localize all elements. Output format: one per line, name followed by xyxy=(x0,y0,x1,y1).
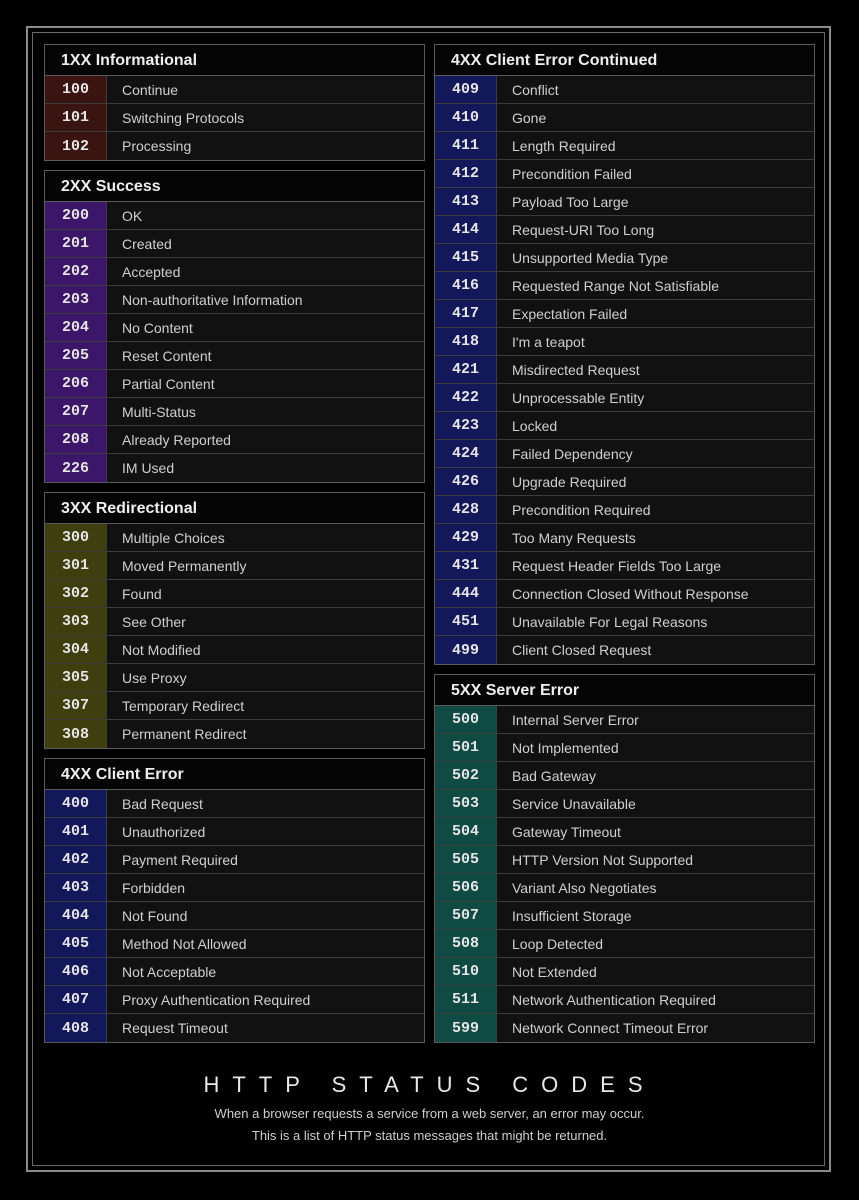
status-code: 303 xyxy=(45,608,107,635)
status-label: Moved Permanently xyxy=(122,557,247,574)
status-label: Request-URI Too Long xyxy=(512,221,655,238)
status-code: 500 xyxy=(435,706,497,733)
section-5xx xyxy=(434,674,815,1043)
status-code: 444 xyxy=(435,580,497,607)
status-label: Partial Content xyxy=(122,375,215,392)
status-code: 406 xyxy=(45,958,107,985)
status-label: Continue xyxy=(122,81,179,98)
status-label: Conflict xyxy=(512,81,559,98)
status-label: Request Header Fields Too Large xyxy=(512,557,722,574)
status-label: Payload Too Large xyxy=(512,193,629,210)
table-row xyxy=(435,762,814,790)
table-row xyxy=(435,734,814,762)
table-row xyxy=(435,636,814,664)
status-code: 300 xyxy=(45,524,107,551)
status-label: I'm a teapot xyxy=(512,333,585,350)
status-code: 204 xyxy=(45,314,107,341)
status-label: Found xyxy=(122,585,162,602)
status-label: Temporary Redirect xyxy=(122,697,245,714)
status-code: 503 xyxy=(435,790,497,817)
status-label: Network Authentication Required xyxy=(512,991,716,1008)
status-code: 423 xyxy=(435,412,497,439)
table-row xyxy=(435,300,814,328)
status-code: 417 xyxy=(435,300,497,327)
table-row xyxy=(435,958,814,986)
status-label: Permanent Redirect xyxy=(122,726,247,742)
status-label: Gone xyxy=(512,109,547,126)
status-code: 429 xyxy=(435,524,497,551)
status-code: 415 xyxy=(435,244,497,271)
status-list xyxy=(45,202,424,482)
status-label: Bad Gateway xyxy=(512,767,597,784)
status-code: 411 xyxy=(435,132,497,159)
status-label: Not Found xyxy=(122,907,188,924)
status-label: Not Modified xyxy=(122,641,201,658)
table-row xyxy=(435,552,814,580)
status-label: HTTP Version Not Supported xyxy=(512,851,694,868)
status-label: Upgrade Required xyxy=(512,473,627,490)
status-code: 101 xyxy=(45,104,107,131)
section-2xx xyxy=(44,170,425,483)
status-list xyxy=(45,524,424,748)
section-title: 3XX Redirectional xyxy=(45,493,424,524)
status-code: 404 xyxy=(45,902,107,929)
status-label: Network Connect Timeout Error xyxy=(512,1020,709,1036)
status-code: 200 xyxy=(45,202,107,229)
section-4xx-continued xyxy=(434,44,815,665)
status-label: Failed Dependency xyxy=(512,445,633,462)
status-code: 305 xyxy=(45,664,107,691)
table-row xyxy=(45,1014,424,1042)
status-code: 505 xyxy=(435,846,497,873)
status-code: 501 xyxy=(435,734,497,761)
status-code: 408 xyxy=(45,1014,107,1042)
status-label: Unprocessable Entity xyxy=(512,389,645,406)
table-row xyxy=(45,930,424,958)
status-code: 422 xyxy=(435,384,497,411)
table-row xyxy=(45,720,424,748)
status-code: 409 xyxy=(435,76,497,103)
status-list xyxy=(435,76,814,664)
status-label: Multiple Choices xyxy=(122,529,225,546)
section-title: 1XX Informational xyxy=(45,45,424,76)
table-row xyxy=(45,818,424,846)
description-line-2: This is a list of HTTP status messages that might be returned. xyxy=(251,1128,608,1143)
table-row xyxy=(435,790,814,818)
status-code: 400 xyxy=(45,790,107,817)
table-row xyxy=(435,846,814,874)
table-row xyxy=(45,202,424,230)
status-code: 428 xyxy=(435,496,497,523)
status-label: Unavailable For Legal Reasons xyxy=(512,613,708,630)
status-label: No Content xyxy=(122,319,193,336)
table-row xyxy=(45,552,424,580)
status-code: 510 xyxy=(435,958,497,985)
status-code: 301 xyxy=(45,552,107,579)
table-row xyxy=(435,986,814,1014)
status-code: 416 xyxy=(435,272,497,299)
status-code: 403 xyxy=(45,874,107,901)
status-label: Forbidden xyxy=(122,879,186,896)
status-label: Request Timeout xyxy=(122,1020,228,1036)
status-code: 599 xyxy=(435,1014,497,1042)
table-row xyxy=(45,846,424,874)
status-label: Not Acceptable xyxy=(122,963,217,980)
status-label: Loop Detected xyxy=(512,935,604,952)
status-label: Precondition Failed xyxy=(512,165,632,182)
table-row xyxy=(45,790,424,818)
status-code: 421 xyxy=(435,356,497,383)
status-label: Expectation Failed xyxy=(512,305,628,322)
section-title: 4XX Client Error xyxy=(45,759,424,790)
status-label: Variant Also Negotiates xyxy=(512,879,657,896)
status-label: Accepted xyxy=(122,263,181,280)
table-row xyxy=(435,440,814,468)
table-row xyxy=(45,426,424,454)
status-label: Not Extended xyxy=(512,963,597,980)
table-row xyxy=(45,524,424,552)
status-label: Method Not Allowed xyxy=(122,935,247,952)
status-code: 506 xyxy=(435,874,497,901)
status-code: 208 xyxy=(45,426,107,453)
table-row xyxy=(45,580,424,608)
table-row xyxy=(435,874,814,902)
status-label: Processing xyxy=(122,138,192,154)
status-code: 100 xyxy=(45,76,107,103)
table-row xyxy=(435,132,814,160)
table-row xyxy=(435,496,814,524)
status-label: Reset Content xyxy=(122,347,212,364)
table-row xyxy=(435,244,814,272)
table-row xyxy=(435,902,814,930)
status-label: Proxy Authentication Required xyxy=(122,991,311,1008)
section-title: 2XX Success xyxy=(45,171,424,202)
status-label: Requested Range Not Satisfiable xyxy=(512,277,720,294)
table-row xyxy=(435,524,814,552)
table-row xyxy=(45,692,424,720)
status-label: Insufficient Storage xyxy=(512,907,632,924)
table-row xyxy=(435,384,814,412)
status-code: 302 xyxy=(45,580,107,607)
table-row xyxy=(435,356,814,384)
table-row xyxy=(45,398,424,426)
table-row xyxy=(45,258,424,286)
table-row xyxy=(45,76,424,104)
table-row xyxy=(45,874,424,902)
status-code: 401 xyxy=(45,818,107,845)
table-row xyxy=(435,580,814,608)
status-list xyxy=(435,706,814,1042)
table-row xyxy=(435,930,814,958)
status-label: OK xyxy=(122,207,143,224)
description-line-1: When a browser requests a service from a web server, an error may occur. xyxy=(214,1106,645,1121)
status-code: 410 xyxy=(435,104,497,131)
table-row xyxy=(435,104,814,132)
table-row xyxy=(435,608,814,636)
status-code: 206 xyxy=(45,370,107,397)
status-label: Unauthorized xyxy=(122,823,206,840)
table-row xyxy=(45,664,424,692)
table-row xyxy=(435,818,814,846)
table-row xyxy=(45,454,424,482)
table-row xyxy=(435,1014,814,1042)
status-list xyxy=(45,76,424,160)
section-title: 4XX Client Error Continued xyxy=(435,45,814,76)
status-code: 304 xyxy=(45,636,107,663)
status-label: Use Proxy xyxy=(122,669,187,686)
status-label: Unsupported Media Type xyxy=(512,249,669,266)
table-row xyxy=(45,286,424,314)
status-label: Multi-Status xyxy=(122,403,196,420)
section-4xx xyxy=(44,758,425,1043)
status-code: 424 xyxy=(435,440,497,467)
table-row xyxy=(435,468,814,496)
table-row xyxy=(45,104,424,132)
status-code: 502 xyxy=(435,762,497,789)
status-label: Length Required xyxy=(512,137,616,154)
status-label: Internal Server Error xyxy=(512,711,639,728)
status-code: 202 xyxy=(45,258,107,285)
status-code: 308 xyxy=(45,720,107,748)
status-label: Misdirected Request xyxy=(512,361,640,378)
status-code: 431 xyxy=(435,552,497,579)
right-column xyxy=(434,44,815,1052)
status-label: Created xyxy=(122,235,172,252)
status-code: 307 xyxy=(45,692,107,719)
table-row xyxy=(435,76,814,104)
table-row xyxy=(45,230,424,258)
table-row xyxy=(45,902,424,930)
status-label: Service Unavailable xyxy=(512,795,636,812)
table-row xyxy=(435,412,814,440)
table-row xyxy=(45,370,424,398)
status-label: IM Used xyxy=(122,460,175,476)
status-code: 508 xyxy=(435,930,497,957)
status-label: Client Closed Request xyxy=(512,642,652,658)
status-code: 205 xyxy=(45,342,107,369)
table-row xyxy=(45,958,424,986)
status-label: See Other xyxy=(122,613,186,630)
status-code: 418 xyxy=(435,328,497,355)
status-code: 499 xyxy=(435,636,497,664)
table-row xyxy=(435,188,814,216)
table-row xyxy=(435,216,814,244)
status-label: Bad Request xyxy=(122,795,203,812)
left-column xyxy=(44,44,425,1052)
status-code: 413 xyxy=(435,188,497,215)
status-label: Gateway Timeout xyxy=(512,823,621,840)
status-code: 407 xyxy=(45,986,107,1013)
status-label: Not Implemented xyxy=(512,739,619,756)
status-code: 201 xyxy=(45,230,107,257)
status-label: Locked xyxy=(512,417,558,434)
status-code: 414 xyxy=(435,216,497,243)
table-row xyxy=(435,272,814,300)
status-code: 426 xyxy=(435,468,497,495)
table-row xyxy=(45,132,424,160)
status-label: Payment Required xyxy=(122,851,238,868)
status-label: Already Reported xyxy=(122,431,231,448)
status-code: 203 xyxy=(45,286,107,313)
status-code: 511 xyxy=(435,986,497,1013)
status-code: 226 xyxy=(45,454,107,482)
table-row xyxy=(435,160,814,188)
table-row xyxy=(45,986,424,1014)
section-3xx xyxy=(44,492,425,749)
table-row xyxy=(45,342,424,370)
status-label: Connection Closed Without Response xyxy=(512,585,749,602)
status-code: 405 xyxy=(45,930,107,957)
section-1xx xyxy=(44,44,425,161)
status-code: 451 xyxy=(435,608,497,635)
status-code: 207 xyxy=(45,398,107,425)
table-row xyxy=(45,314,424,342)
status-code: 507 xyxy=(435,902,497,929)
table-row xyxy=(45,608,424,636)
section-title: 5XX Server Error xyxy=(435,675,814,706)
status-code: 102 xyxy=(45,132,107,160)
status-label: Switching Protocols xyxy=(122,109,245,126)
status-list xyxy=(45,790,424,1042)
status-label: Non-authoritative Information xyxy=(122,291,303,308)
status-code: 412 xyxy=(435,160,497,187)
table-row xyxy=(435,706,814,734)
status-code: 504 xyxy=(435,818,497,845)
table-row xyxy=(45,636,424,664)
table-row xyxy=(435,328,814,356)
status-label: Too Many Requests xyxy=(512,529,636,546)
page-title: HTTP STATUS CODES xyxy=(203,1072,656,1097)
status-code: 402 xyxy=(45,846,107,873)
status-label: Precondition Required xyxy=(512,501,651,518)
